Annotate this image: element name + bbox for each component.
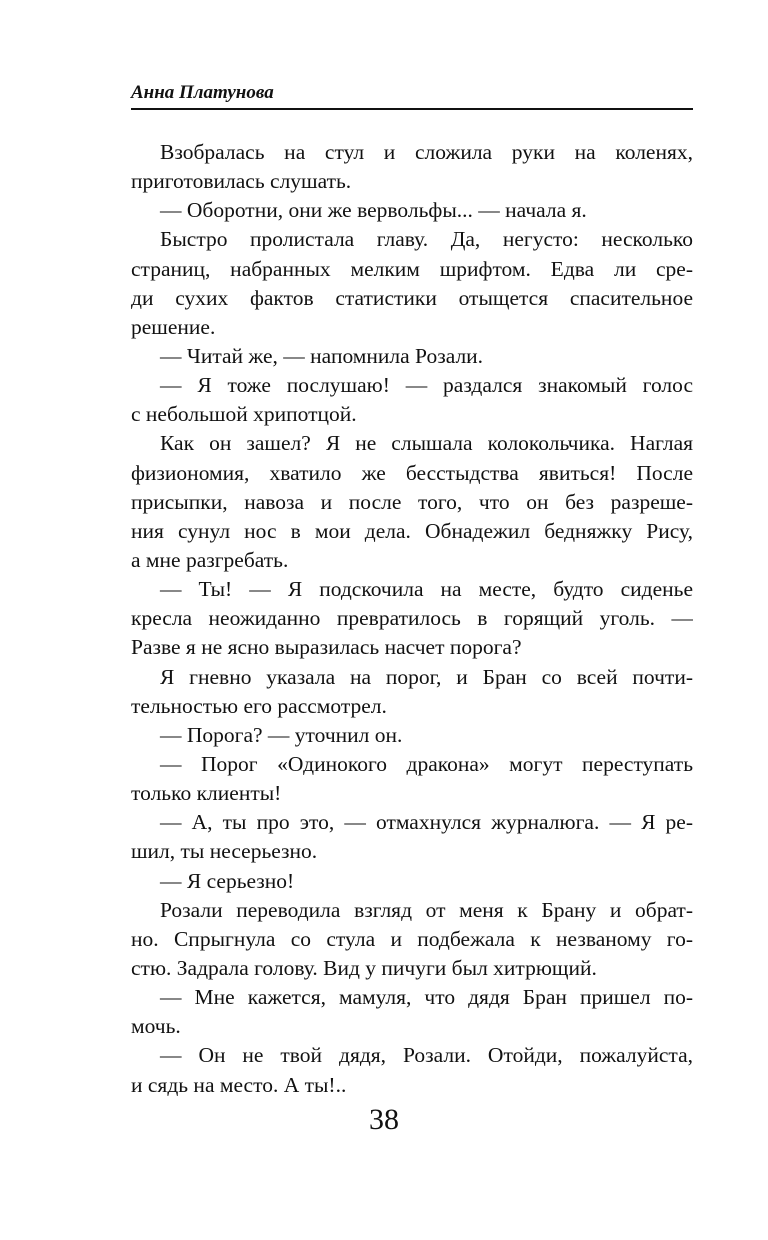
- text-line: решение.: [131, 314, 216, 339]
- text-line: тельностью его рассмотрел.: [131, 693, 387, 718]
- text-line: приготовилась слушать.: [131, 169, 352, 194]
- text-line: мочь.: [131, 1014, 181, 1039]
- text-line: ди сухих фактов статистики отыщется спасительное: [131, 285, 693, 310]
- text-line: присыпки, навоза и после того, что он без разреше-: [131, 489, 693, 514]
- text-line: — Читай же, — напомнила Розали.: [160, 343, 484, 368]
- text-line: Я гневно указала на порог, и Бран со всей почти-: [160, 664, 693, 689]
- text-line: шил, ты несерьезно.: [131, 839, 318, 864]
- text-line: Как он зашел? Я не слышала колокольчика. Наглая: [160, 431, 693, 456]
- text-line: — Ты! — Я подскочила на месте, будто сиденье: [160, 577, 693, 602]
- text-line: только клиенты!: [131, 781, 282, 806]
- text-line: Взобралась на стул и сложила руки на коленях,: [160, 140, 693, 164]
- text-line: страниц, набранных мелким шрифтом. Едва ли сре-: [131, 256, 693, 281]
- text-line: с небольшой хрипотцой.: [131, 402, 357, 427]
- text-line: — Порог «Одинокого дракона» могут переступать: [160, 751, 693, 776]
- text-line: — Порога? — уточнил он.: [160, 722, 403, 747]
- text-line: — Мне кажется, мамуля, что дядя Бран пришел по-: [160, 985, 693, 1010]
- text-line: Быстро пролистала главу. Да, негусто: несколько: [160, 227, 693, 252]
- text-line: кресла неожиданно превратилось в горящий уголь. —: [131, 606, 693, 631]
- text-line: физиономия, хватило же бесстыдства явиться! После: [131, 460, 693, 485]
- page-number: 38: [369, 1103, 399, 1136]
- text-line: ния сунул нос в мои дела. Обнадежил бедняжку Рису,: [131, 518, 693, 543]
- text-line: — Он не твой дядя, Розали. Отойди, пожалуйста,: [160, 1043, 693, 1068]
- running-head-author: Анна Платунова: [131, 82, 274, 103]
- header-rule: [131, 108, 693, 110]
- text-line: — Я серьезно!: [160, 868, 295, 893]
- body-text: [131, 138, 693, 1100]
- text-line: — А, ты про это, — отмахнулся журналюга. — Я ре-: [160, 810, 693, 835]
- text-line: но. Спрыгнула со стула и подбежала к незваному го-: [131, 926, 693, 951]
- text-line: Разве я не ясно выразилась насчет порога?: [131, 635, 522, 660]
- text-line: — Я тоже послушаю! — раздался знакомый голос: [160, 373, 693, 398]
- text-line: стю. Задрала голову. Вид у пичуги был хитрющий.: [131, 955, 597, 980]
- text-line: а мне разгребать.: [131, 547, 289, 572]
- text-line: Розали переводила взгляд от меня к Брану и обрат-: [160, 897, 693, 922]
- text-line: и сядь на место. А ты!..: [131, 1072, 347, 1097]
- text-line: — Оборотни, они же вервольфы... — начала я.: [160, 198, 587, 223]
